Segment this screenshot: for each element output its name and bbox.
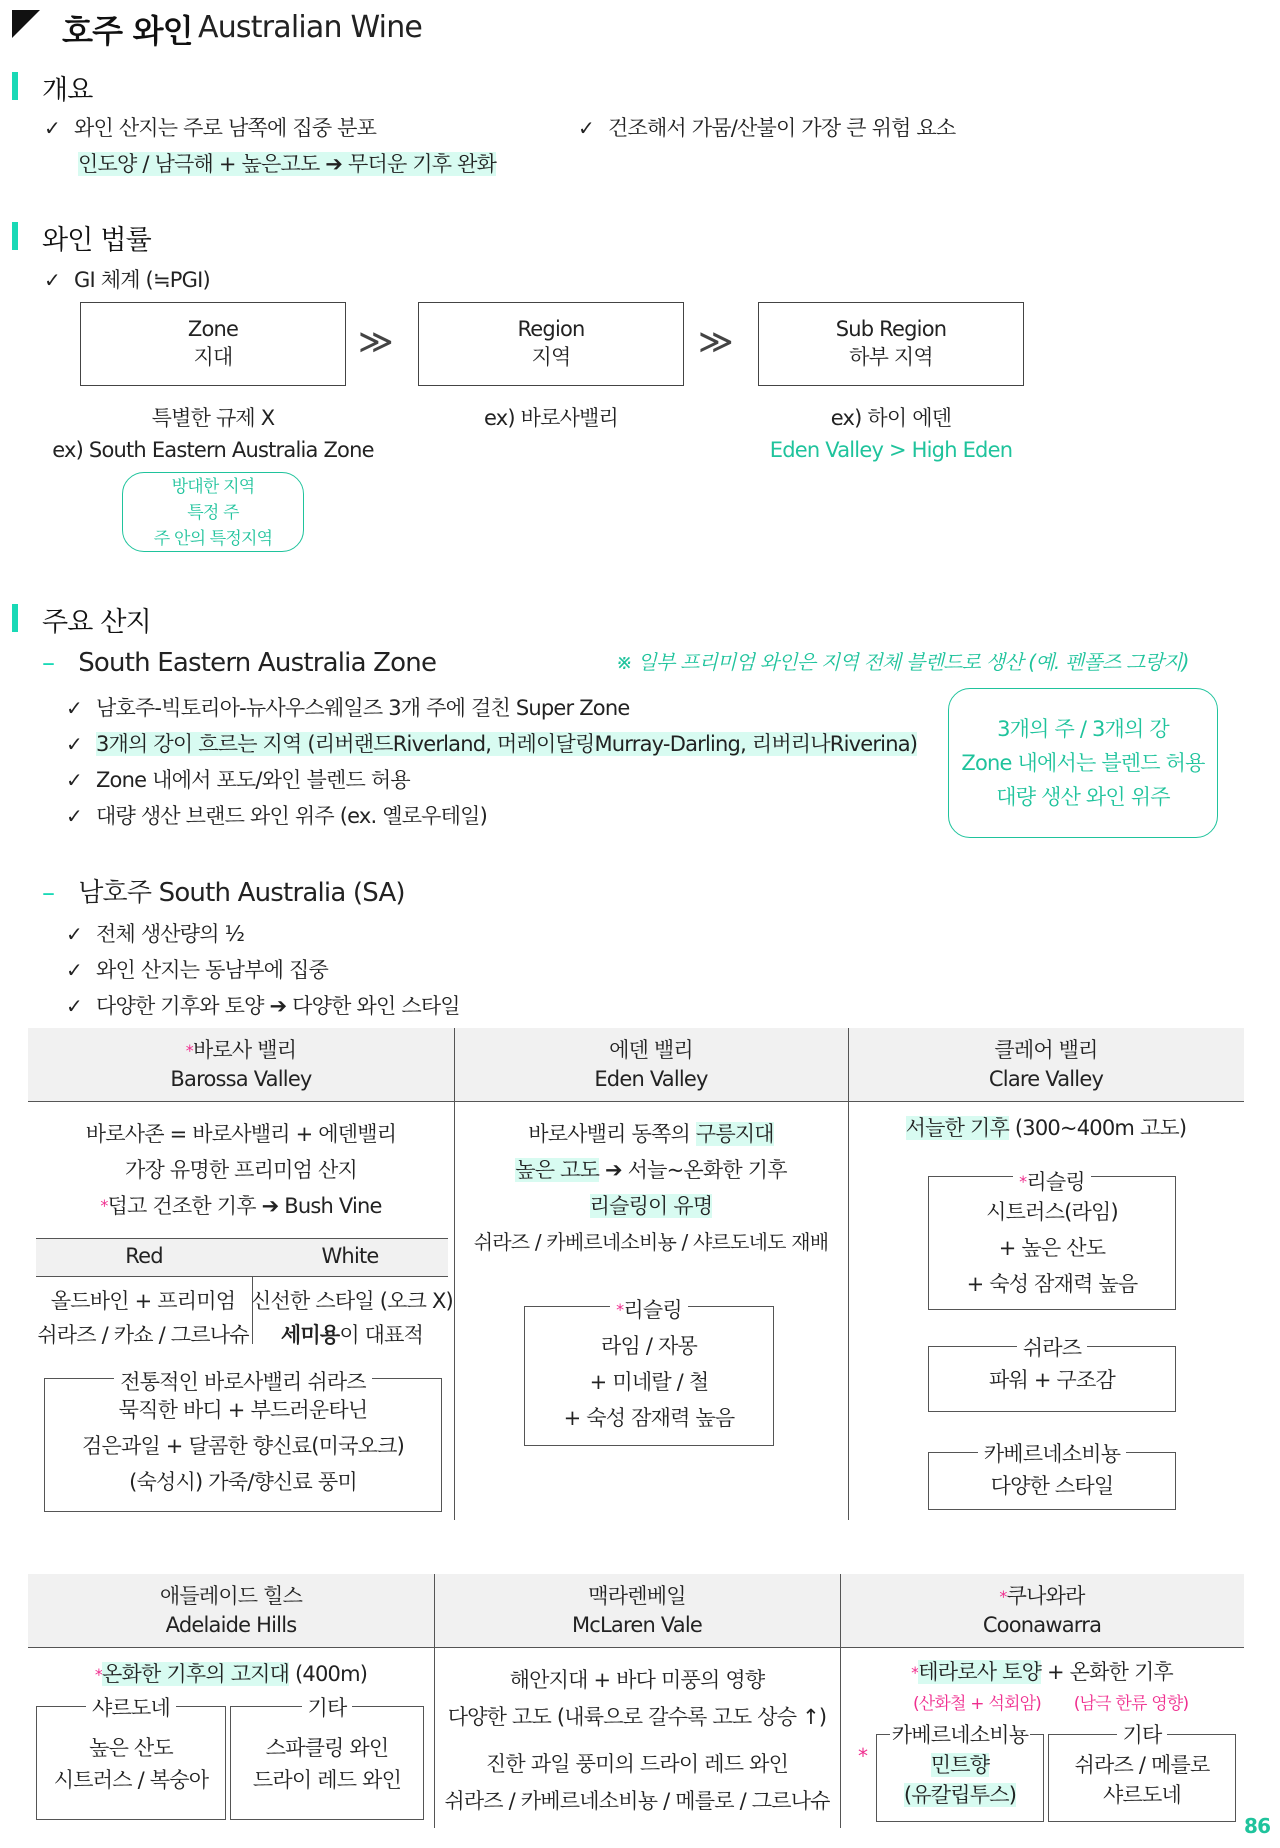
table1-divider xyxy=(454,1028,455,1520)
sea-item-4: ✓ 대량 생산 브랜드 와인 위주 (ex. 옐로우테일) xyxy=(66,800,487,830)
table1-divider xyxy=(848,1028,849,1520)
red-content: 올드바인 + 프리미엄 쉬라즈 / 카쇼 / 그르나슈 xyxy=(37,1289,249,1347)
adelaide-body: *온화한 기후의 고지대 (400m) xyxy=(94,1662,368,1686)
zone-brace-text: 방대한 지역 특정 주 주 안의 특정지역 xyxy=(153,477,273,549)
sub-region-box-en: Sub Region xyxy=(835,317,947,341)
page-title-en: Australian Wine xyxy=(198,10,423,45)
sea-item-2: 3개의 강이 흐르는 지역 (리버랜드Riverland, 머레이달링Murray-Darling, 리버리나Riverina) xyxy=(95,732,918,756)
section-bar-icon xyxy=(12,72,18,100)
sa-item-1: ✓ 전체 생산량의 ½ xyxy=(66,918,244,948)
zone-box xyxy=(80,302,346,386)
title-triangle-icon xyxy=(12,10,40,38)
sub-region-note-1: ex) 하이 에덴 xyxy=(830,406,952,430)
red-label: Red xyxy=(125,1244,163,1268)
chevron-right-icon: ≫ xyxy=(358,322,393,362)
law-heading: 와인 법률 xyxy=(42,225,151,256)
zone-box-en: Zone xyxy=(187,317,239,341)
eden-riesling-text: *리슬링 라임 / 자몽 + 미네랄 / 철 + 숙성 잠재력 높음 xyxy=(563,1298,735,1430)
overview-item-1-sub: 인도양 / 남극해 + 높은고도 ➔ 무더운 기후 완화 xyxy=(78,152,497,176)
zone-note-1: 특별한 규제 X xyxy=(151,406,275,430)
sea-item-1: ✓ 남호주-빅토리아-뉴사우스웨일즈 3개 주에 걸친 Super Zone xyxy=(66,692,629,722)
sea-title: – South Eastern Australia Zone xyxy=(42,648,437,678)
page-number: 86 xyxy=(1244,1814,1271,1838)
gi-system: ✓ GI 체계 (≒PGI) xyxy=(44,264,210,294)
adelaide-chard-text: 샤르도네 높은 산도 시트러스 / 복숭아 xyxy=(53,1696,209,1792)
overview-item-1: ✓ 와인 산지는 주로 남쪽에 집중 분포 xyxy=(44,112,376,142)
mclaren-body: 해안지대 + 바다 미풍의 영향 다양한 고도 (내륙으로 갈수록 고도 상승 ↑) 진한 과일 풍미의 드라이 레드 와인 쉬라즈 / 카베르네소비뇽 / 메를로 / 그르나슈 xyxy=(444,1668,830,1813)
sub-region-box-ko: 하부 지역 xyxy=(849,345,933,369)
mclaren-header: 맥라렌베일 McLaren Vale xyxy=(571,1584,703,1637)
coonawarra-note-1: (산화철 + 석회암) xyxy=(912,1694,1042,1714)
adelaide-header: 애들레이드 힐스 Adelaide Hills xyxy=(159,1584,303,1637)
barossa-shiraz-text: 전통적인 바로사밸리 쉬라즈 묵직한 바디 + 부드러운타닌 검은과일 + 달콤한 향신료(미국오크) (숙성시) 가죽/향신료 풍미 xyxy=(81,1370,404,1494)
region-box-ko: 지역 xyxy=(531,345,571,369)
overview-heading: 개요 xyxy=(42,75,93,106)
eden-body: 바로사밸리 동쪽의 구릉지대 높은 고도 ➔ 서늘~온화한 기후 리슬링이 유명 쉬라즈 / 카베르네소비뇽 / 샤르도네도 재배 xyxy=(473,1122,829,1254)
sea-brace-text: 3개의 주 / 3개의 강 Zone 내에서는 블렌드 허용 대량 생산 와인 위주 xyxy=(961,717,1205,809)
check-icon: ✓ xyxy=(66,732,82,756)
sea-item-3: ✓ Zone 내에서 포도/와인 블렌드 허용 xyxy=(66,764,410,794)
eden-header: 에덴 밸리 Eden Valley xyxy=(594,1038,708,1091)
clare-shiraz-text: 쉬라즈 파워 + 구조감 xyxy=(989,1336,1115,1392)
region-note: ex) 바로사밸리 xyxy=(483,406,619,430)
barossa-header: *바로사 밸리 Barossa Valley xyxy=(170,1038,312,1091)
coonawarra-body: *테라로사 토양 + 온화한 기후 xyxy=(911,1660,1173,1684)
chevron-right-icon: ≫ xyxy=(698,322,733,362)
sub-region-note-2: Eden Valley > High Eden xyxy=(769,438,1013,462)
sa-item-2: ✓ 와인 산지는 동남부에 집중 xyxy=(66,954,328,984)
sa-item-3: ✓ 다양한 기후와 토양 ➔ 다양한 와인 스타일 xyxy=(66,990,460,1020)
sa-title: – 남호주 South Australia (SA) xyxy=(42,878,405,908)
white-content: 신선한 스타일 (오크 X) 세미용이 대표적 xyxy=(251,1289,453,1347)
coonawarra-note-2: (남극 한류 영향) xyxy=(1073,1694,1189,1714)
clare-body: 서늘한 기후 (300~400m 고도) xyxy=(905,1116,1187,1140)
clare-header: 클레어 밸리 Clare Valley xyxy=(988,1038,1104,1091)
section-bar-icon xyxy=(12,222,18,250)
overview-item-2: ✓ 건조해서 가뭄/산불이 가장 큰 위험 요소 xyxy=(578,112,955,142)
region-box xyxy=(418,302,684,386)
regions-heading: 주요 산지 xyxy=(42,607,151,638)
sea-note: ※ 일부 프리미엄 와인은 지역 전체 블렌드로 생산 (예. 펜폴즈 그랑지) xyxy=(616,650,1189,674)
clare-cab-text: 카베르네소비뇽 다양한 스타일 xyxy=(928,1438,1176,1502)
coonawarra-etc-text: 기타 쉬라즈 / 메를로 샤르도네 xyxy=(1074,1723,1210,1807)
clare-riesling-text: *리슬링 시트러스(라임) + 높은 산도 + 숙성 잠재력 높음 xyxy=(966,1170,1138,1296)
zone-note-2: ex) South Eastern Australia Zone xyxy=(52,438,374,462)
section-bar-icon xyxy=(12,604,18,632)
adelaide-etc-text: 기타 스파클링 와인 드라이 레드 와인 xyxy=(252,1696,402,1792)
coonawarra-header: *쿠나와라 Coonawarra xyxy=(982,1584,1102,1637)
zone-box-ko: 지대 xyxy=(193,345,233,369)
dash-icon: – xyxy=(42,648,55,678)
page-title-ko: 호주 와인 xyxy=(62,12,193,50)
barossa-body: 바로사존 = 바로사밸리 + 에덴밸리 가장 유명한 프리미엄 산지 *덥고 건조한 기후 ➔ Bush Vine xyxy=(85,1122,397,1218)
white-label: White xyxy=(321,1244,379,1268)
dash-icon: – xyxy=(42,878,55,908)
star-icon: * xyxy=(858,1744,868,1768)
sub-region-box xyxy=(758,302,1024,386)
coonawarra-cab-text: 카베르네소비뇽 민트향 (유칼립투스) xyxy=(891,1723,1029,1807)
region-box-en: Region xyxy=(517,317,585,341)
